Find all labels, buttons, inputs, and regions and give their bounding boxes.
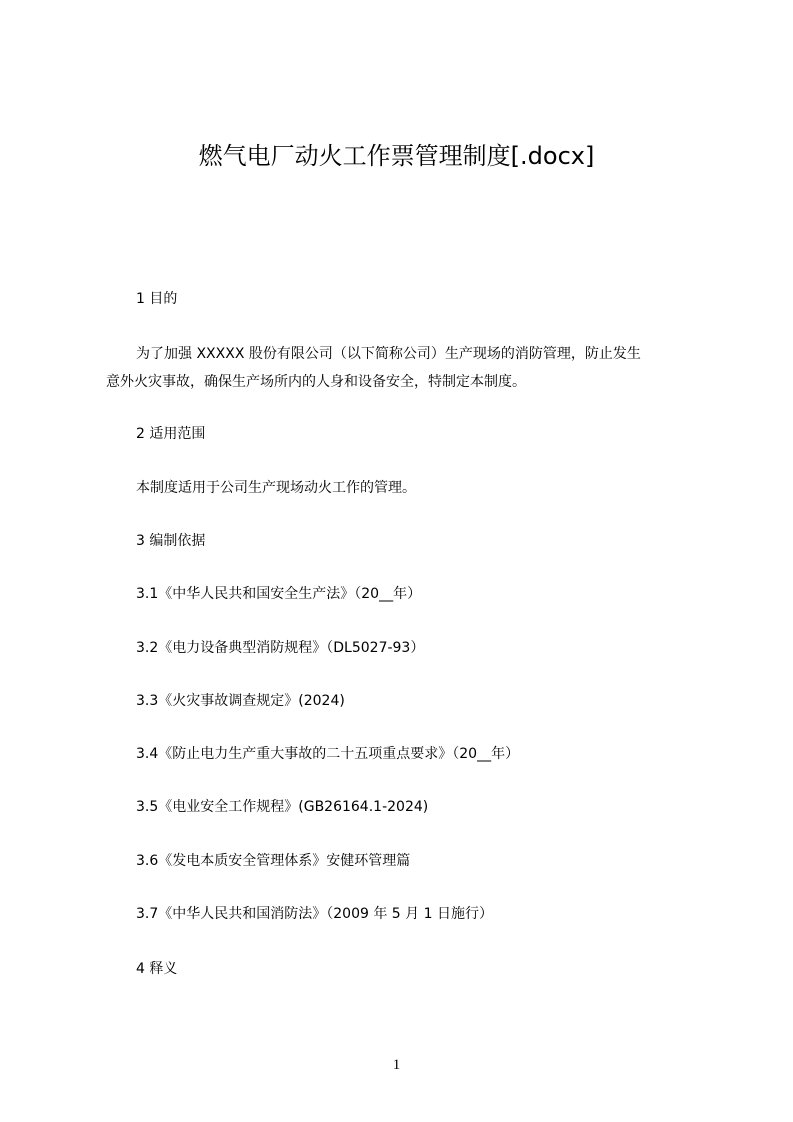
reference-item: 3.6《发电本质安全管理体系》安健环管理篇	[136, 853, 411, 869]
reference-item: 3.7《中华人民共和国消防法》（2009 年 5 月 1 日施行）	[136, 906, 493, 922]
section-1-paragraph-line-2: 意外火灾事故，确保生产场所内的人身和设备安全，特制定本制度。	[106, 374, 526, 390]
section-1-paragraph-line-1: 为了加强 XXXXX 股份有限公司（以下简称公司）生产现场的消防管理，防止发生	[136, 346, 641, 362]
section-3-heading: 3 编制依据	[136, 533, 206, 549]
reference-item: 3.5《电业安全工作规程》(GB26164.1-2024)	[136, 799, 429, 815]
reference-item: 3.4《防止电力生产重大事故的二十五项重点要求》（20__年）	[136, 746, 520, 762]
reference-item: 3.1《中华人民共和国安全生产法》（20__年）	[136, 586, 422, 602]
reference-item: 3.2《电力设备典型消防规程》（DL5027-93）	[136, 640, 425, 656]
page-number: 1	[392, 1057, 401, 1073]
section-4-heading: 4 释义	[136, 961, 178, 977]
reference-item: 3.3《火灾事故调查规定》(2024)	[136, 693, 345, 709]
section-1-heading: 1 目的	[136, 291, 178, 307]
document-title: 燃气电厂动火工作票管理制度[.docx]	[198, 142, 595, 170]
section-2-heading: 2 适用范围	[136, 426, 206, 442]
section-2-paragraph: 本制度适用于公司生产现场动火工作的管理。	[136, 480, 416, 496]
section-1-paragraph	[106, 340, 706, 396]
